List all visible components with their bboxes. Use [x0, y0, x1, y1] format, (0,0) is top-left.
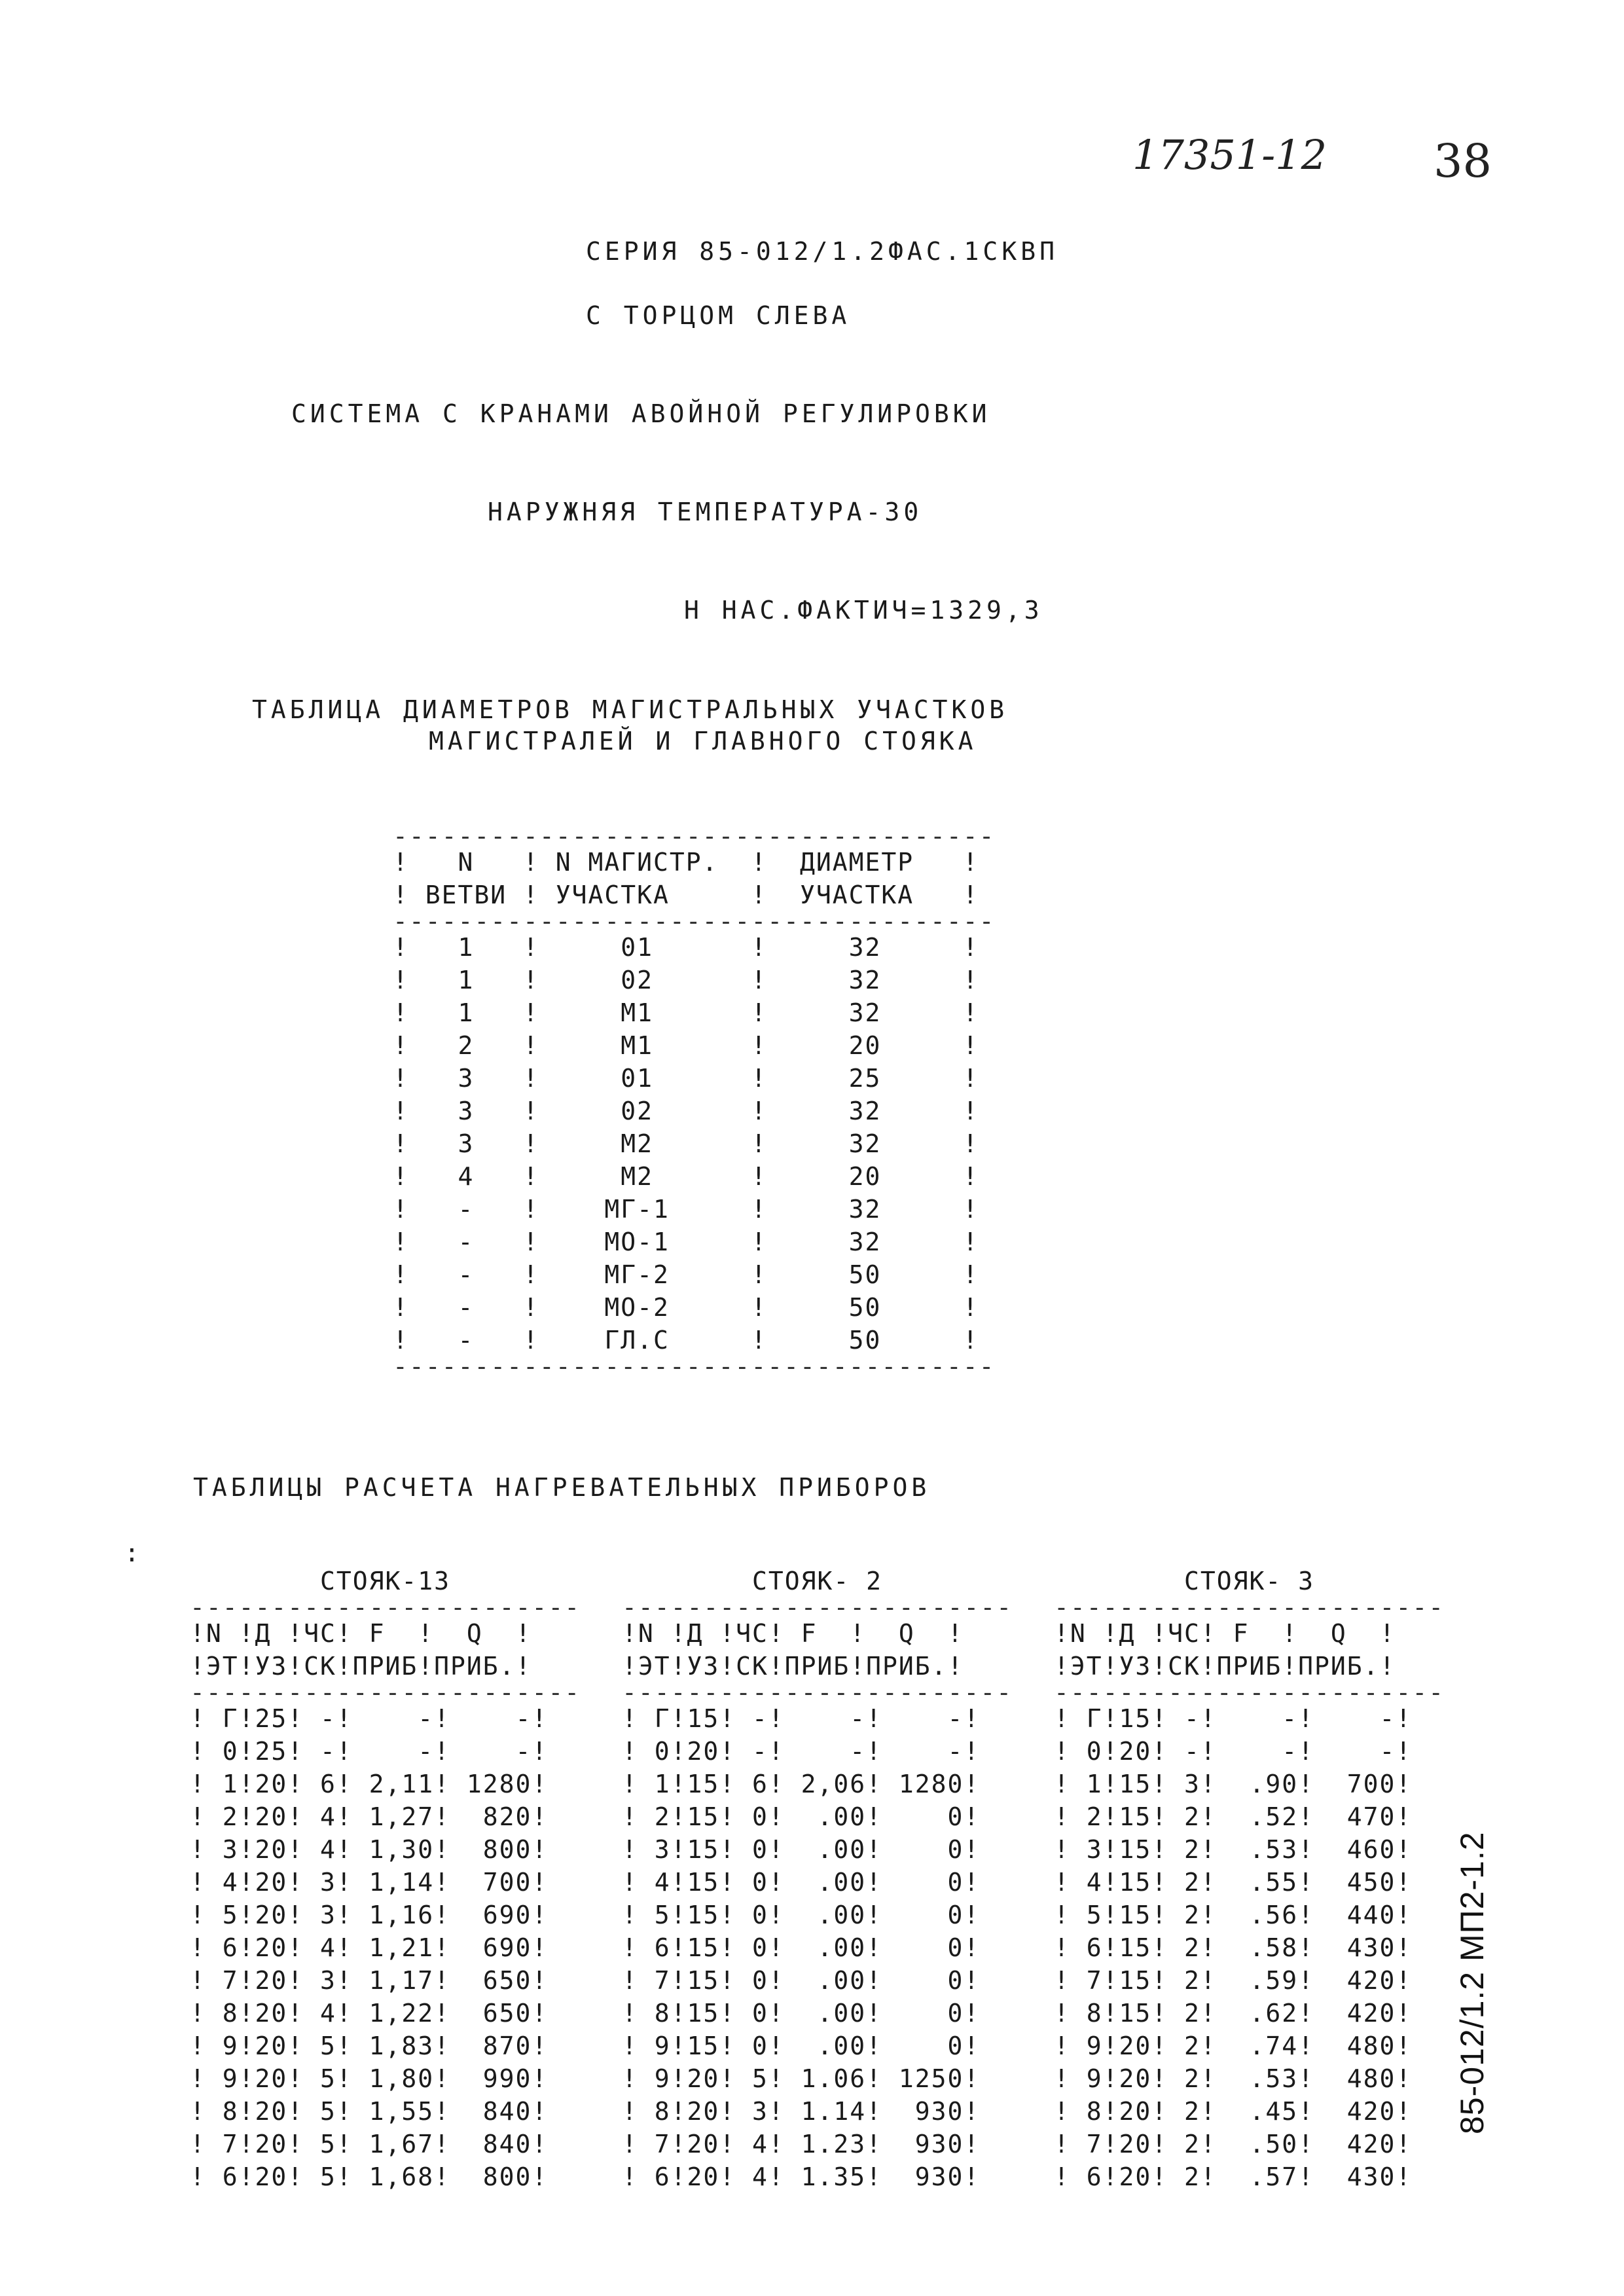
table-row: ! 7!20! 3! 1,17! 650! [190, 1966, 549, 1995]
table-row: ! 2!15! 2! .52! 470! [1054, 1802, 1413, 1831]
table-header: ! ВЕТВИ ! УЧАСТКА ! УЧАСТКА ! [393, 881, 979, 909]
table-row: ! 7!15! 2! .59! 420! [1054, 1966, 1413, 1995]
table-row: ! 2!15! 0! .00! 0! [622, 1802, 981, 1831]
table-border: ------------------------ [190, 1593, 581, 1622]
table-row: ! 6!15! 0! .00! 0! [622, 1933, 981, 1962]
table-row: ! 8!20! 4! 1,22! 650! [190, 1999, 549, 2028]
document-number: 17351-12 [1132, 131, 1327, 179]
page-number: 38 [1434, 134, 1492, 188]
table1-title-line1: ТАБЛИЦА ДИАМЕТРОВ МАГИСТРАЛЬНЫХ УЧАСТКОВ [252, 695, 1009, 724]
table-row: ! 1 ! 01 ! 32 ! [393, 933, 979, 962]
table-row: ! 9!20! 2! .53! 480! [1054, 2064, 1413, 2093]
subtitle-line: С ТОРЦОМ СЛЕВА [586, 301, 851, 330]
table-row: ! 9!15! 0! .00! 0! [622, 2032, 981, 2060]
table2-title: ТАБЛИЦЫ РАСЧЕТА НАГРЕВАТЕЛЬНЫХ ПРИБОРОВ [193, 1473, 931, 1502]
table-header: !ЭТ!УЗ!СК!ПРИБ!ПРИБ.! [1054, 1652, 1396, 1681]
table-row: ! - ! МО-1 ! 32 ! [393, 1228, 979, 1256]
table-border: ------------------------ [622, 1678, 1013, 1707]
table-row: ! 5!15! 0! .00! 0! [622, 1901, 981, 1929]
table-row: ! Г!15! -! -! -! [1054, 1704, 1413, 1733]
pressure-line: Н НАС.ФАКТИЧ=1329,3 [684, 596, 1043, 625]
table-row: ! 4 ! М2 ! 20 ! [393, 1162, 979, 1191]
table-header: !ЭТ!УЗ!СК!ПРИБ!ПРИБ.! [622, 1652, 964, 1681]
margin-mark: : [124, 1539, 139, 1567]
table-row: ! - ! МГ-1 ! 32 ! [393, 1195, 979, 1224]
table-row: ! 6!20! 4! 1,21! 690! [190, 1933, 549, 1962]
riser-title: СТОЯК-13 [190, 1567, 581, 1595]
riser-title: СТОЯК- 3 [1054, 1567, 1445, 1595]
table-border: ------------------------ [1054, 1593, 1445, 1622]
table-row: ! 5!15! 2! .56! 440! [1054, 1901, 1413, 1929]
table-border: ------------------------------------- [393, 822, 996, 850]
table-row: ! 8!20! 3! 1.14! 930! [622, 2097, 981, 2126]
table-border: ------------------------ [1054, 1678, 1445, 1707]
table-row: ! 7!20! 5! 1,67! 840! [190, 2130, 549, 2159]
table-row: ! 6!20! 5! 1,68! 800! [190, 2162, 549, 2191]
table-row: ! Г!15! -! -! -! [622, 1704, 981, 1733]
table-row: ! 6!20! 2! .57! 430! [1054, 2162, 1413, 2191]
riser-title: СТОЯК- 2 [622, 1567, 1013, 1595]
table-row: ! 1!15! 6! 2,06! 1280! [622, 1770, 981, 1798]
riser-table [1054, 1565, 1445, 2193]
table1-title-line2: МАГИСТРАЛЕЙ И ГЛАВНОГО СТОЯКА [429, 727, 977, 756]
table-row: ! 8!15! 0! .00! 0! [622, 1999, 981, 2028]
table-row: ! 3 ! 02 ! 32 ! [393, 1097, 979, 1125]
table-row: ! 5!20! 3! 1,16! 690! [190, 1901, 549, 1929]
table-row: ! 3!15! 2! .53! 460! [1054, 1835, 1413, 1864]
table-border: ------------------------ [190, 1678, 581, 1707]
table-header: !N !Д !ЧС! F ! Q ! [1054, 1619, 1396, 1648]
table-row: ! 0!20! -! -! -! [622, 1737, 981, 1766]
table-row: ! 8!20! 5! 1,55! 840! [190, 2097, 549, 2126]
table-row: ! 9!20! 2! .74! 480! [1054, 2032, 1413, 2060]
table-header: !N !Д !ЧС! F ! Q ! [190, 1619, 532, 1648]
table-header: !ЭТ!УЗ!СК!ПРИБ!ПРИБ.! [190, 1652, 532, 1681]
table-row: ! - ! МГ-2 ! 50 ! [393, 1260, 979, 1289]
side-stamp [1440, 1761, 1499, 2141]
diameter-table [393, 822, 996, 1381]
side-stamp-text: 85-012/1.2 МП2-1.2 [1454, 1831, 1490, 2134]
table-row: ! 3 ! 01 ! 25 ! [393, 1064, 979, 1093]
table-row: ! Г!25! -! -! -! [190, 1704, 549, 1733]
table-border: ------------------------ [622, 1593, 1013, 1622]
table-row: ! 8!20! 2! .45! 420! [1054, 2097, 1413, 2126]
series-line: СЕРИЯ 85-012/1.2ФАС.1СКВП [586, 237, 1058, 266]
table-header: !N !Д !ЧС! F ! Q ! [622, 1619, 964, 1648]
table-row: ! 3 ! М2 ! 32 ! [393, 1129, 979, 1158]
table-row: ! 1 ! 02 ! 32 ! [393, 966, 979, 994]
riser-table [622, 1565, 1013, 2193]
table-row: ! 4!15! 0! .00! 0! [622, 1868, 981, 1897]
table-header: ! N ! N МАГИСТР. ! ДИАМЕТР ! [393, 848, 979, 877]
table-row: ! 4!15! 2! .55! 450! [1054, 1868, 1413, 1897]
table-row: ! 9!20! 5! 1,80! 990! [190, 2064, 549, 2093]
riser-table [190, 1565, 581, 2193]
table-row: ! 3!15! 0! .00! 0! [622, 1835, 981, 1864]
table-row: ! 0!20! -! -! -! [1054, 1737, 1413, 1766]
table-border: ------------------------------------- [393, 907, 996, 936]
table-row: ! 8!15! 2! .62! 420! [1054, 1999, 1413, 2028]
table-row: ! 4!20! 3! 1,14! 700! [190, 1868, 549, 1897]
table-row: ! 9!20! 5! 1.06! 1250! [622, 2064, 981, 2093]
table-row: ! - ! МО-2 ! 50 ! [393, 1293, 979, 1322]
table-border: ------------------------------------- [393, 1352, 996, 1381]
temperature-line: НАРУЖНЯЯ ТЕМПЕРАТУРА-30 [488, 498, 923, 526]
table-row: ! 7!20! 2! .50! 420! [1054, 2130, 1413, 2159]
table-row: ! 6!20! 4! 1.35! 930! [622, 2162, 981, 2191]
table-row: ! 1!15! 3! .90! 700! [1054, 1770, 1413, 1798]
table-row: ! 7!20! 4! 1.23! 930! [622, 2130, 981, 2159]
table-row: ! 2 ! М1 ! 20 ! [393, 1031, 979, 1060]
system-line: СИСТЕМА С КРАНАМИ АВОЙНОЙ РЕГУЛИРОВКИ [291, 399, 991, 428]
table-row: ! 6!15! 2! .58! 430! [1054, 1933, 1413, 1962]
table-row: ! 3!20! 4! 1,30! 800! [190, 1835, 549, 1864]
table-row: ! 1 ! М1 ! 32 ! [393, 998, 979, 1027]
table-row: ! 0!25! -! -! -! [190, 1737, 549, 1766]
table-row: ! 9!20! 5! 1,83! 870! [190, 2032, 549, 2060]
table-row: ! 1!20! 6! 2,11! 1280! [190, 1770, 549, 1798]
table-row: ! 7!15! 0! .00! 0! [622, 1966, 981, 1995]
table-row: ! 2!20! 4! 1,27! 820! [190, 1802, 549, 1831]
table-row: ! - ! ГЛ.С ! 50 ! [393, 1326, 979, 1355]
